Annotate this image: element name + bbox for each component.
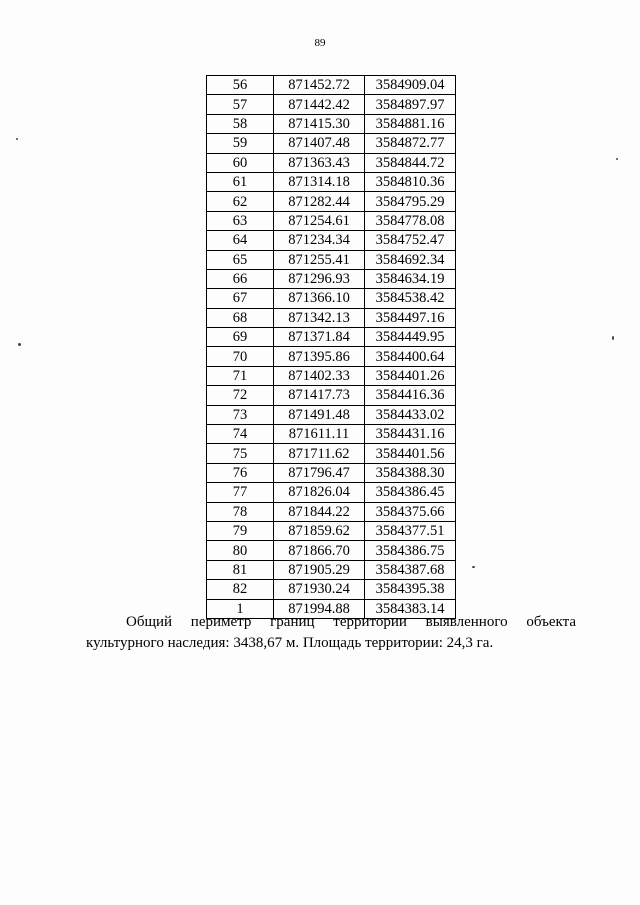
x-coordinate-cell: 871363.43 — [274, 153, 365, 172]
y-coordinate-cell: 3584431.16 — [365, 425, 456, 444]
x-coordinate-cell: 871711.62 — [274, 444, 365, 463]
coordinates-table-body — [207, 76, 456, 619]
y-coordinate-cell: 3584400.64 — [365, 347, 456, 366]
x-coordinate-cell: 871611.11 — [274, 425, 365, 444]
x-coordinate-cell: 871234.34 — [274, 231, 365, 250]
y-coordinate-cell: 3584383.14 — [365, 599, 456, 618]
table-row — [207, 192, 456, 211]
x-coordinate-cell: 871491.48 — [274, 405, 365, 424]
scan-speck — [616, 158, 618, 160]
table-row — [207, 250, 456, 269]
x-coordinate-cell: 871366.10 — [274, 289, 365, 308]
x-coordinate-cell: 871254.61 — [274, 211, 365, 230]
y-coordinate-cell: 3584433.02 — [365, 405, 456, 424]
x-coordinate-cell: 871255.41 — [274, 250, 365, 269]
y-coordinate-cell: 3584386.45 — [365, 483, 456, 502]
scan-speck — [16, 138, 18, 140]
table-row — [207, 560, 456, 579]
y-coordinate-cell: 3584401.56 — [365, 444, 456, 463]
point-number-cell: 63 — [207, 211, 274, 230]
y-coordinate-cell: 3584909.04 — [365, 76, 456, 95]
table-row — [207, 444, 456, 463]
y-coordinate-cell: 3584387.68 — [365, 560, 456, 579]
point-number-cell: 75 — [207, 444, 274, 463]
summary-line-1: Общий периметр границ территории выявленного объекта — [126, 614, 576, 630]
point-number-cell: 68 — [207, 308, 274, 327]
point-number-cell: 66 — [207, 269, 274, 288]
x-coordinate-cell: 871930.24 — [274, 580, 365, 599]
y-coordinate-cell: 3584388.30 — [365, 463, 456, 482]
point-number-cell: 80 — [207, 541, 274, 560]
point-number-cell: 74 — [207, 425, 274, 444]
table-row — [207, 425, 456, 444]
y-coordinate-cell: 3584872.77 — [365, 134, 456, 153]
table-row — [207, 308, 456, 327]
table-row — [207, 95, 456, 114]
scan-speck — [472, 566, 475, 568]
table-row — [207, 289, 456, 308]
scan-speck — [18, 343, 21, 346]
x-coordinate-cell: 871905.29 — [274, 560, 365, 579]
x-coordinate-cell: 871796.47 — [274, 463, 365, 482]
y-coordinate-cell: 3584795.29 — [365, 192, 456, 211]
y-coordinate-cell: 3584416.36 — [365, 386, 456, 405]
x-coordinate-cell: 871402.33 — [274, 366, 365, 385]
table-row — [207, 76, 456, 95]
point-number-cell: 59 — [207, 134, 274, 153]
point-number-cell: 62 — [207, 192, 274, 211]
x-coordinate-cell: 871844.22 — [274, 502, 365, 521]
table-row — [207, 580, 456, 599]
x-coordinate-cell: 871314.18 — [274, 172, 365, 191]
y-coordinate-cell: 3584497.16 — [365, 308, 456, 327]
point-number-cell: 57 — [207, 95, 274, 114]
point-number-cell: 81 — [207, 560, 274, 579]
x-coordinate-cell: 871452.72 — [274, 76, 365, 95]
y-coordinate-cell: 3584401.26 — [365, 366, 456, 385]
table-row — [207, 483, 456, 502]
y-coordinate-cell: 3584692.34 — [365, 250, 456, 269]
x-coordinate-cell: 871442.42 — [274, 95, 365, 114]
table-row — [207, 153, 456, 172]
point-number-cell: 71 — [207, 366, 274, 385]
point-number-cell: 77 — [207, 483, 274, 502]
x-coordinate-cell: 871866.70 — [274, 541, 365, 560]
point-number-cell: 70 — [207, 347, 274, 366]
x-coordinate-cell: 871282.44 — [274, 192, 365, 211]
point-number-cell: 79 — [207, 521, 274, 540]
table-row — [207, 366, 456, 385]
scan-speck — [612, 336, 614, 340]
x-coordinate-cell: 871296.93 — [274, 269, 365, 288]
point-number-cell: 58 — [207, 114, 274, 133]
page-number: 89 — [314, 37, 326, 49]
y-coordinate-cell: 3584778.08 — [365, 211, 456, 230]
point-number-cell: 78 — [207, 502, 274, 521]
point-number-cell: 82 — [207, 580, 274, 599]
y-coordinate-cell: 3584375.66 — [365, 502, 456, 521]
y-coordinate-cell: 3584881.16 — [365, 114, 456, 133]
table-row — [207, 521, 456, 540]
coordinates-table — [206, 75, 456, 619]
x-coordinate-cell: 871417.73 — [274, 386, 365, 405]
point-number-cell: 1 — [207, 599, 274, 618]
x-coordinate-cell: 871342.13 — [274, 308, 365, 327]
table-row — [207, 269, 456, 288]
table-row — [207, 328, 456, 347]
x-coordinate-cell: 871371.84 — [274, 328, 365, 347]
table-row — [207, 463, 456, 482]
y-coordinate-cell: 3584897.97 — [365, 95, 456, 114]
y-coordinate-cell: 3584449.95 — [365, 328, 456, 347]
y-coordinate-cell: 3584844.72 — [365, 153, 456, 172]
table-row — [207, 114, 456, 133]
table-row — [207, 405, 456, 424]
point-number-cell: 56 — [207, 76, 274, 95]
y-coordinate-cell: 3584538.42 — [365, 289, 456, 308]
table-row — [207, 386, 456, 405]
x-coordinate-cell: 871994.88 — [274, 599, 365, 618]
y-coordinate-cell: 3584377.51 — [365, 521, 456, 540]
y-coordinate-cell: 3584634.19 — [365, 269, 456, 288]
x-coordinate-cell: 871826.04 — [274, 483, 365, 502]
point-number-cell: 69 — [207, 328, 274, 347]
x-coordinate-cell: 871415.30 — [274, 114, 365, 133]
point-number-cell: 76 — [207, 463, 274, 482]
summary-line-2: культурного наследия: 3438,67 м. Площадь территории: 24,3 га. — [86, 635, 494, 651]
table-row — [207, 541, 456, 560]
y-coordinate-cell: 3584752.47 — [365, 231, 456, 250]
table-row — [207, 347, 456, 366]
y-coordinate-cell: 3584395.38 — [365, 580, 456, 599]
point-number-cell: 72 — [207, 386, 274, 405]
point-number-cell: 65 — [207, 250, 274, 269]
table-row — [207, 134, 456, 153]
table-row — [207, 502, 456, 521]
table-row — [207, 231, 456, 250]
point-number-cell: 61 — [207, 172, 274, 191]
y-coordinate-cell: 3584386.75 — [365, 541, 456, 560]
x-coordinate-cell: 871407.48 — [274, 134, 365, 153]
table-row — [207, 211, 456, 230]
x-coordinate-cell: 871859.62 — [274, 521, 365, 540]
point-number-cell: 73 — [207, 405, 274, 424]
point-number-cell: 67 — [207, 289, 274, 308]
point-number-cell: 64 — [207, 231, 274, 250]
point-number-cell: 60 — [207, 153, 274, 172]
y-coordinate-cell: 3584810.36 — [365, 172, 456, 191]
table-row — [207, 172, 456, 191]
x-coordinate-cell: 871395.86 — [274, 347, 365, 366]
